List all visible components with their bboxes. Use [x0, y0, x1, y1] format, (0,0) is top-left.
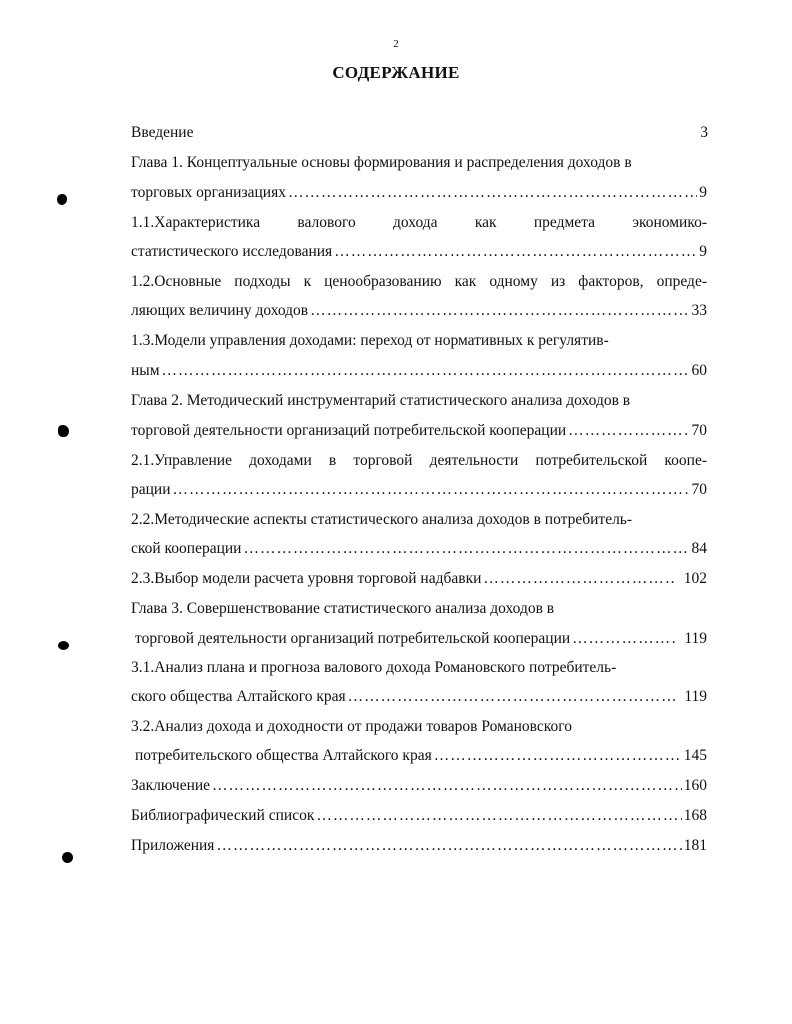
toc-leader-dots: [568, 421, 689, 441]
toc-s2-1-line2: [131, 480, 707, 500]
toc-s1-2-line2: [131, 301, 707, 321]
toc-bibliography-text: Библиографический список: [131, 807, 315, 824]
toc-s3-1-page: 119: [684, 688, 707, 705]
toc-conclusion-page: 160: [683, 777, 707, 794]
toc-s1-3-line1: 1.3.Модели управления доходами: переход от нормативных к регулятив-: [131, 332, 609, 349]
toc-ch1-title: торговых организациях: [131, 184, 286, 201]
toc-s1-1-line1: 1.1.Характеристика валового дохода как предмета экономико-: [131, 214, 707, 231]
toc-ch2-title: торговой деятельности организаций потребительской кооперации: [131, 422, 567, 439]
toc-s3-1-line2: [131, 687, 707, 707]
toc-s2-3-page: 102: [683, 570, 707, 587]
toc-appendices-page: 181: [683, 837, 707, 854]
toc-s2-1-title: рации: [131, 481, 171, 498]
toc-ch2-line1: Глава 2. Методический инструментарий статистического анализа доходов в: [131, 392, 631, 409]
toc-s3-2-page: 145: [683, 747, 707, 764]
toc-leader-dots: [348, 687, 677, 707]
toc-s1-1-page: 9: [699, 243, 707, 260]
toc-ch3-page: 119: [684, 630, 707, 647]
toc-leader-dots: [243, 539, 689, 559]
toc-s2-2-page: 84: [691, 540, 707, 557]
binding-hole-mark: [58, 425, 69, 437]
toc-s1-3-page: 60: [691, 362, 707, 379]
toc-leader-dots: [212, 776, 682, 796]
toc-intro-text: Введение: [131, 124, 194, 141]
toc-entry-appendices: [131, 836, 707, 856]
toc-s2-2-title: ской кооперации: [131, 540, 242, 557]
toc-s1-2-page: 33: [691, 302, 707, 319]
toc-bibliography-page: 168: [683, 807, 707, 824]
toc-leader-dots: [310, 301, 689, 321]
toc-ch3-line2: [135, 629, 707, 649]
binding-hole-mark: [58, 641, 69, 650]
binding-hole-mark: [62, 852, 73, 863]
toc-intro-page: 3: [700, 124, 708, 141]
toc-s3-2-line2: [135, 746, 707, 766]
toc-leader-dots: [288, 183, 697, 203]
toc-s1-2-line1: 1.2.Основные подходы к ценообразованию как одному из факторов, опреде-: [131, 273, 707, 290]
toc-ch1-line2: [131, 183, 707, 203]
toc-entry-bibliography: [131, 806, 707, 826]
toc-leader-dots: [216, 836, 681, 856]
toc-ch1-page: 9: [699, 184, 707, 201]
toc-leader-dots: [173, 480, 690, 500]
toc-s2-1-line1: 2.1.Управление доходами в торговой деятельности потребительской коопе-: [131, 452, 707, 469]
toc-ch3-line1: Глава 3. Совершенствование статистического анализа доходов в: [131, 600, 555, 617]
binding-hole-mark: [57, 194, 67, 205]
toc-leader-dots: [334, 242, 697, 262]
toc-s2-2-line1: 2.2.Методические аспекты статистического анализа доходов в потребитель-: [131, 511, 633, 528]
toc-entry-intro: [131, 123, 707, 143]
toc-s1-3-title: ным: [131, 362, 160, 379]
toc-s2-1-page: 70: [691, 481, 707, 498]
toc-s1-1-line2: [131, 242, 707, 262]
toc-leader-dots: [572, 629, 678, 649]
toc-s2-3-line1: [131, 569, 707, 589]
toc-leader-dots: [434, 746, 682, 766]
toc-ch3-title: торговой деятельности организаций потребительской кооперации: [135, 630, 571, 647]
toc-s3-2-line1: 3.2.Анализ дохода и доходности от продажи товаров Романовского: [131, 718, 572, 735]
toc-ch2-line2: [131, 421, 707, 441]
toc-leader-dots: [483, 569, 675, 589]
toc-s2-2-line2: [131, 539, 707, 559]
toc-leader-dots: [316, 806, 681, 826]
page-number: 2: [393, 38, 399, 50]
toc-s3-1-title: ского общества Алтайского края: [131, 688, 346, 705]
toc-s1-1-title: статистического исследования: [131, 243, 333, 260]
toc-conclusion-text: Заключение: [131, 777, 211, 794]
toc-s2-3-title: 2.3.Выбор модели расчета уровня торговой надбавки: [131, 570, 482, 587]
toc-ch2-page: 70: [691, 422, 707, 439]
page-title: СОДЕРЖАНИЕ: [332, 63, 460, 82]
toc-leader-dots: [162, 361, 690, 381]
toc-s1-2-title: ляющих величину доходов: [131, 302, 309, 319]
toc-s3-1-line1: 3.1.Анализ плана и прогноза валового дохода Романовского потребитель-: [131, 659, 617, 676]
toc-ch1-line1: Глава 1. Концептуальные основы формирования и распределения доходов в: [131, 154, 632, 171]
toc-entry-conclusion: [131, 776, 707, 796]
toc-appendices-text: Приложения: [131, 837, 215, 854]
toc-s1-3-line2: [131, 361, 707, 381]
toc-s3-2-title: потребительского общества Алтайского края: [135, 747, 432, 764]
